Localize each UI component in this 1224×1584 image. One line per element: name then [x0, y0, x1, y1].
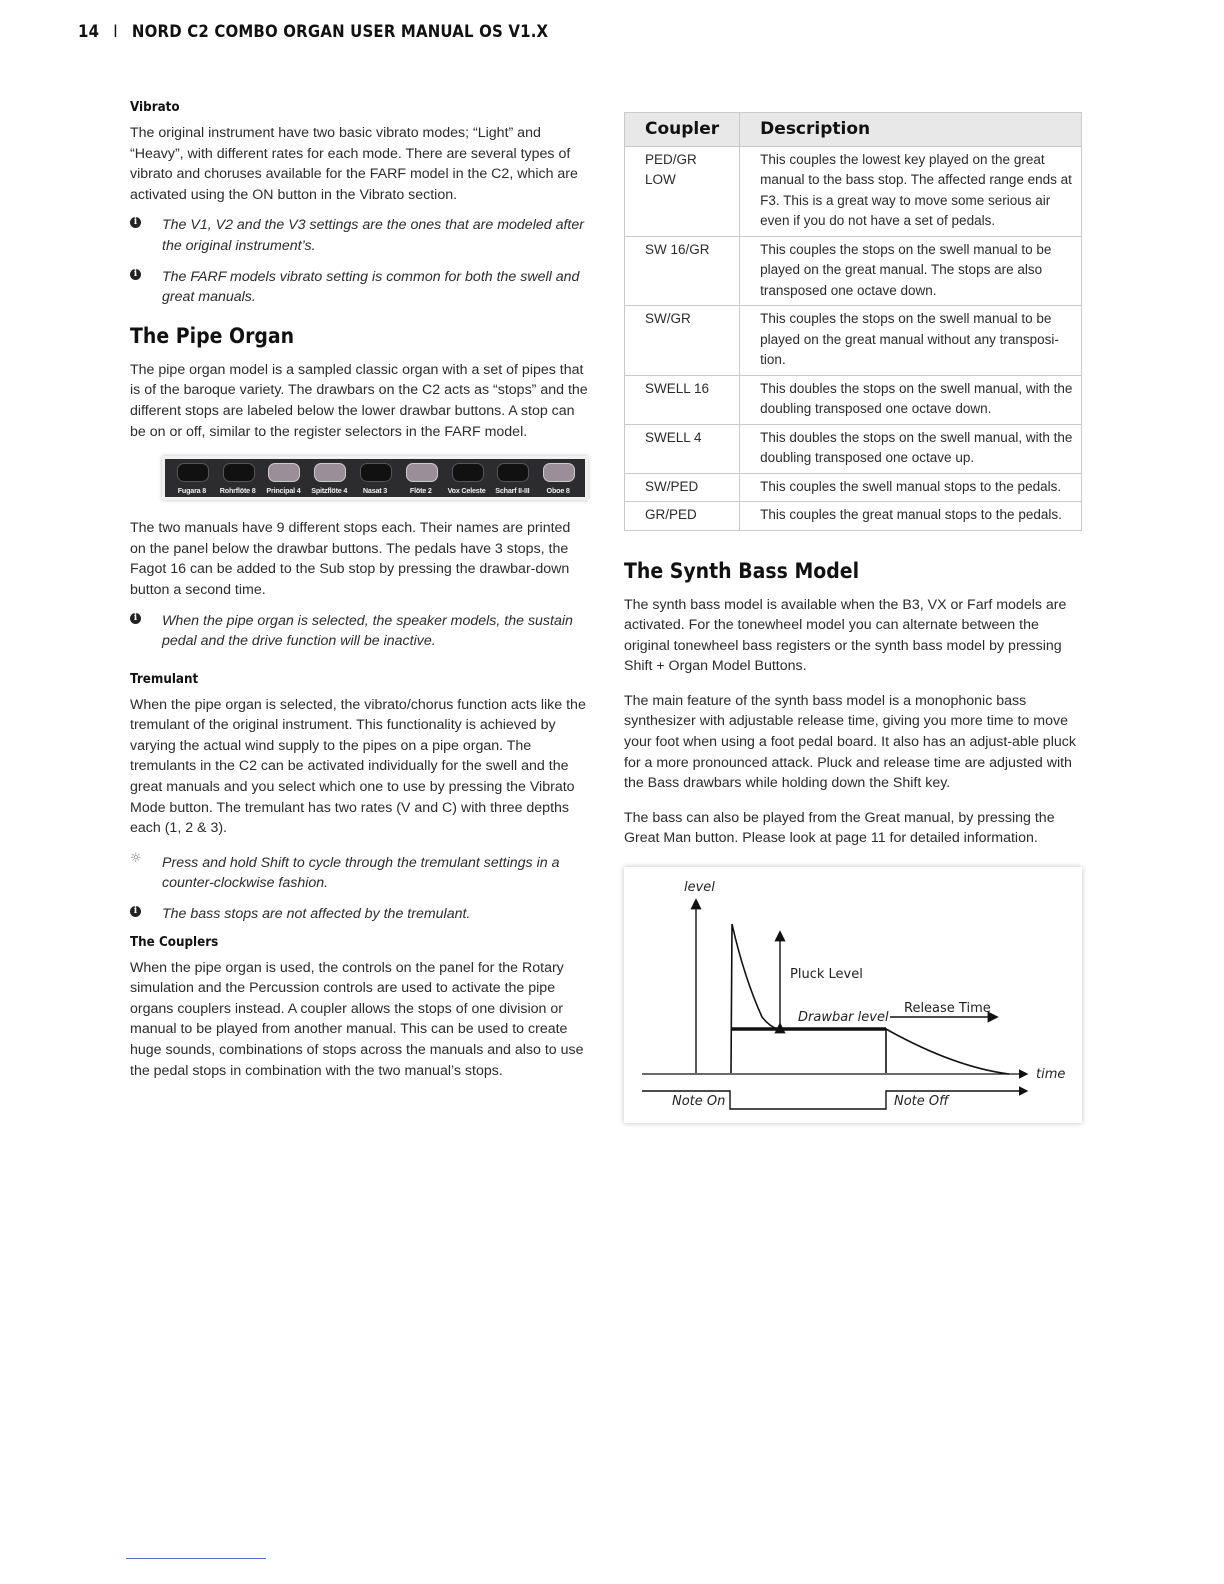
info-note	[130, 215, 588, 256]
stop-label: Scharf II-III	[495, 486, 530, 496]
stop-button	[308, 461, 350, 495]
coupler-name: SW/GR	[625, 306, 740, 376]
synth-bass-paragraph: The main feature of the synth bass model is a monophonic bass synthesizer with adjustable release time, giving you more time to move your foot when using a foot pedal board. It also has an adjust-able pluck for a more pronounced attack. Pluck and release time are adjusted with the Bass drawbars while holding down the Shift key.	[624, 692, 1076, 792]
envelope-svg	[624, 867, 1082, 1123]
stop-button	[354, 461, 396, 495]
right-column	[624, 100, 1082, 1123]
lightbulb-icon: ☼	[130, 850, 142, 866]
header-separator: I	[113, 22, 118, 42]
pluck-curve	[731, 924, 886, 1073]
table-row	[625, 375, 1082, 424]
info-note	[130, 611, 588, 652]
info-note-text: The FARF models vibrato setting is common for both the swell and great manuals.	[162, 268, 580, 306]
coupler-name: GR/PED	[625, 502, 740, 531]
pipe-organ-heading: The Pipe Organ	[130, 323, 295, 348]
stop-panel-image	[162, 456, 588, 500]
column-header: Description	[740, 113, 1082, 147]
coupler-description: This doubles the stops on the swell manual, with the doubling transposed one octave up.	[740, 424, 1082, 473]
tremulant-paragraph: When the pipe organ is selected, the vibrato/chorus function acts like the tremulant of the original instrument. This functionality is achieved by varying the actual wind supply to the pipes on a pipe organ. The tremulants in the C2 can be activated individually for the swell and the great manuals and you select which one to use by pressing the Vibrato Mode button. The tremulant has two rates (V and C) with three depths each (1, 2 & 3).	[130, 696, 586, 837]
vibrato-paragraph: The original instrument have two basic vibrato modes; “Light” and “Heavy”, with different rates for each mode. There are several types of vibrato and choruses available for the FARF model in the C2, which are activated using the ON button in the Vibrato section.	[130, 125, 578, 203]
couplers-paragraph: When the pipe organ is used, the controls on the panel for the Rotary simulation and the Percussion controls are used to activate the pipe organs couplers instead. A coupler allows the stops of one division or manual to be played from another manual. This can be used to create huge sounds, combinations of stops across the manuals and also to use the pedal stops in combination with the two manual’s stops.	[130, 959, 584, 1079]
stop-label: Flöte 2	[409, 486, 432, 496]
couplers-heading: The Couplers	[130, 934, 219, 950]
coupler-description: This couples the stops on the swell manual to be played on the great manual without any transposi-tion.	[740, 306, 1082, 376]
stop-button	[400, 461, 442, 495]
stop-button	[537, 461, 579, 495]
coupler-name: SWELL 4	[625, 424, 740, 473]
manual-title: NORD C2 COMBO ORGAN USER MANUAL OS V1.X	[131, 22, 549, 42]
coupler-description: This doubles the stops on the swell manual, with the doubling transposed one octave down.	[740, 375, 1082, 424]
stop-label: Nasat 3	[362, 486, 388, 496]
table-row	[625, 306, 1082, 376]
info-note-text: The V1, V2 and the V3 settings are the ones that are modeled after the original instrument’s.	[162, 217, 584, 254]
envelope-diagram	[624, 867, 1082, 1123]
info-icon: i	[130, 269, 141, 280]
pluck-level-label: Pluck Level	[790, 967, 863, 983]
page-number: 14	[78, 22, 100, 42]
level-label: level	[684, 880, 715, 896]
stop-label: Rohrflöte 8	[219, 486, 256, 496]
column-header: Coupler	[625, 113, 740, 147]
coupler-name: SWELL 16	[625, 375, 740, 424]
coupler-description: This couples the lowest key played on the great manual to the bass stop. The affected range ends at F3. This is a great way to move some serious air even if you do not have a set of pedals.	[740, 146, 1082, 236]
stop-button	[491, 461, 533, 495]
stop-label: Spitzflöte 4	[311, 486, 348, 496]
page-header	[78, 22, 548, 42]
pipe-organ-paragraph: The pipe organ model is a sampled classic organ with a set of pipes that is of the baroque variety. The drawbars on the C2 acts as “stops” and the different stops are labeled below the lower drawbar buttons. A stop can be on or off, similar to the register selectors in the FARF model.	[130, 361, 588, 440]
coupler-name: SW 16/GR	[625, 236, 740, 306]
coupler-description: This couples the swell manual stops to the pedals.	[740, 473, 1082, 502]
tip-note	[130, 850, 588, 894]
info-note-text: When the pipe organ is selected, the speaker models, the sustain pedal and the drive function will be inactive.	[162, 612, 573, 650]
synth-bass-paragraph: The bass can also be played from the Great manual, by pressing the Great Man button. Please look at page 11 for detailed information.	[624, 809, 1055, 847]
coupler-name: PED/GR LOW	[625, 146, 740, 236]
table-row	[625, 424, 1082, 473]
info-icon: i	[130, 217, 141, 228]
table-row	[625, 473, 1082, 502]
coupler-table	[624, 112, 1082, 531]
drawbar-level-label: Drawbar level	[798, 1010, 889, 1026]
info-icon: i	[130, 613, 141, 624]
release-curve	[886, 1029, 1009, 1074]
table-row	[625, 146, 1082, 236]
table-row	[625, 502, 1082, 531]
coupler-description: This couples the stops on the swell manual to be played on the great manual. The stops are also transposed one octave down.	[740, 236, 1082, 306]
time-label: time	[1036, 1067, 1066, 1083]
table-row	[625, 236, 1082, 306]
info-note	[130, 904, 588, 925]
footer-rule	[126, 1558, 266, 1559]
vibrato-heading: Vibrato	[130, 100, 180, 115]
stop-label: Vox Celeste	[447, 486, 486, 496]
stop-label: Oboe 8	[546, 486, 570, 496]
stop-button	[217, 461, 259, 495]
stop-button	[263, 461, 305, 495]
note-off-label: Note Off	[894, 1094, 949, 1110]
table-header-row	[625, 113, 1082, 147]
tip-note-text: Press and hold Shift to cycle through the tremulant settings in a counter-clockwise fashion.	[162, 854, 560, 892]
left-column	[130, 100, 588, 1091]
stop-label: Fugara 8	[177, 486, 207, 496]
coupler-name: SW/PED	[625, 473, 740, 502]
coupler-description: This couples the great manual stops to the pedals.	[740, 502, 1082, 531]
info-note-text: The bass stops are not affected by the tremulant.	[162, 906, 471, 923]
manuals-paragraph: The two manuals have 9 different stops each. Their names are printed on the panel below the drawbar buttons. The pedals have 3 stops, the Fagot 16 can be added to the Sub stop by pressing the drawbar-down button a second time.	[130, 520, 571, 598]
stop-button	[446, 461, 488, 495]
stop-label: Principal 4	[266, 486, 301, 496]
synth-bass-paragraph: The synth bass model is available when the B3, VX or Farf models are activated. For the tonewheel model you can alternate between the original tonewheel bass registers or the synth bass model by pressing Shift + Organ Model Buttons.	[624, 596, 1067, 675]
stop-button	[171, 461, 213, 495]
info-note	[130, 267, 588, 308]
note-on-label: Note On	[672, 1094, 726, 1110]
release-time-label: Release Time	[904, 1001, 991, 1017]
synth-bass-heading: The Synth Bass Model	[624, 558, 860, 583]
tremulant-heading: Tremulant	[130, 671, 199, 687]
info-icon: i	[130, 906, 141, 917]
